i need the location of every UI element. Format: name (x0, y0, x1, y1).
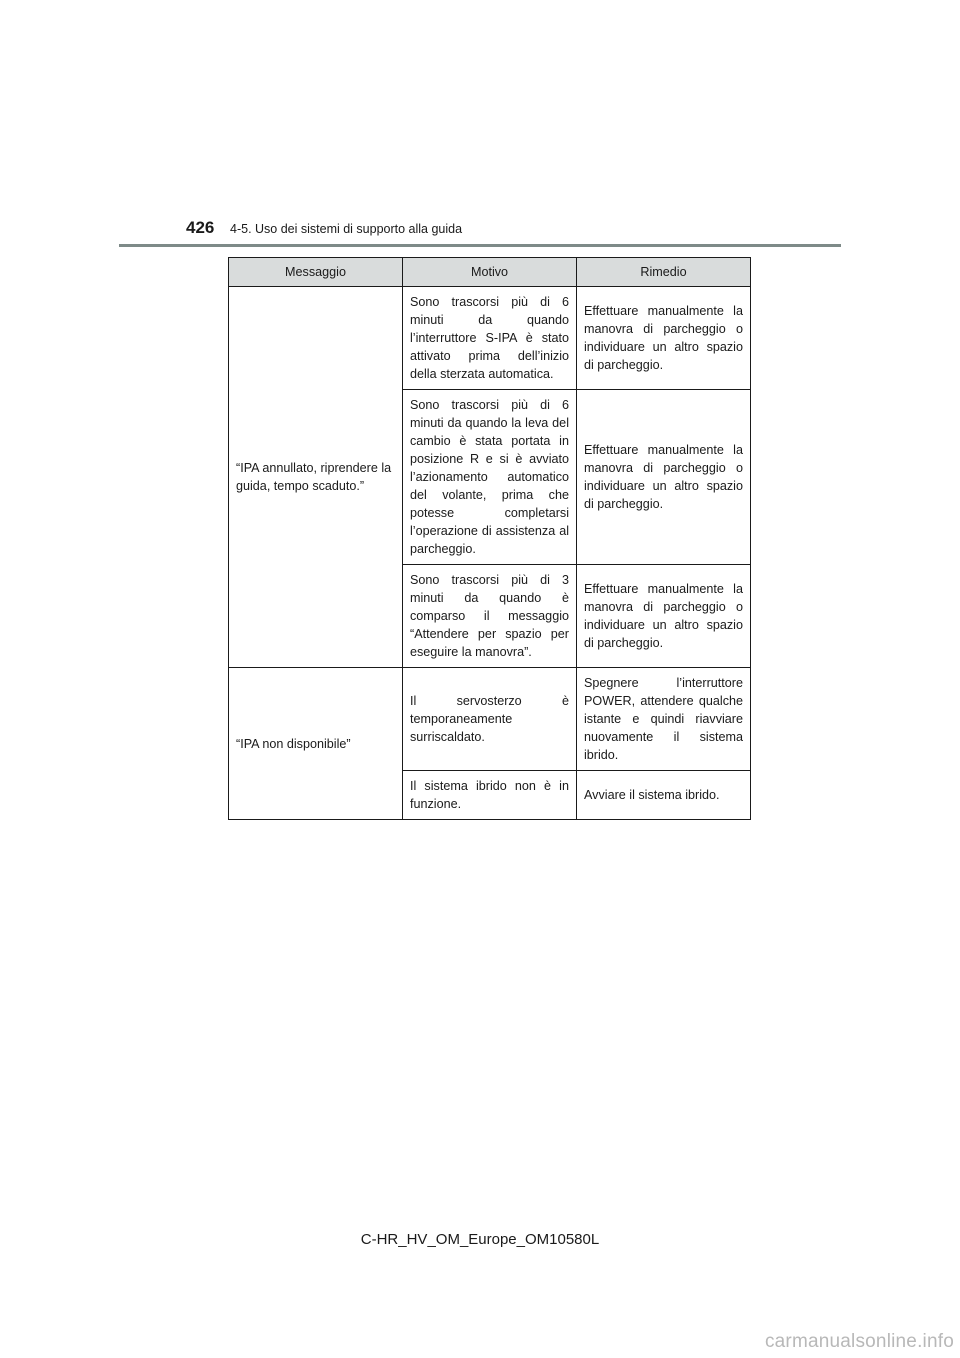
remedy-cell: Spegnere l’interruttore POWER, attendere qualche istante e quindi riavviare nuovamente il sistema ibrido. (577, 668, 751, 771)
page-number: 426 (186, 218, 215, 237)
section-title: 4-5. Uso dei sistemi di supporto alla guida (230, 222, 463, 236)
reason-cell: Il servosterzo è temporaneamente surriscaldato. (403, 668, 577, 771)
remedy-cell: Effettuare manualmente la manovra di parcheggio o individuare un altro spazio di parcheggio. (577, 287, 751, 390)
table-header-row (229, 258, 751, 287)
message-cell: “IPA non disponibile” (229, 668, 403, 820)
reason-cell: Sono trascorsi più di 6 minuti da quando la leva del cambio è stata portata in posizione R e si è avviato l’azionamento automatico del volante, prima che potesse completarsi l’operazione di assistenza al parcheggio. (403, 390, 577, 565)
header-divider (119, 244, 841, 247)
remedy-cell: Effettuare manualmente la manovra di parcheggio o individuare un altro spazio di parcheggio. (577, 390, 751, 565)
document-code: C-HR_HV_OM_Europe_OM10580L (360, 1231, 600, 1248)
reason-cell: Il sistema ibrido non è in funzione. (403, 771, 577, 820)
reason-cell: Sono trascorsi più di 3 minuti da quando è comparso il messaggio “Attendere per spazio per eseguire la manovra”. (403, 565, 577, 668)
column-header-messaggio: Messaggio (229, 258, 403, 287)
column-header-motivo: Motivo (403, 258, 577, 287)
reason-cell: Sono trascorsi più di 6 minuti da quando l’interruttore S-IPA è stato attivato prima dell’inizio della sterzata automatica. (403, 287, 577, 390)
table-row (229, 668, 751, 771)
message-cell: “IPA annullato, riprendere la guida, tempo scaduto.” (229, 287, 403, 668)
message-table (228, 257, 751, 820)
column-header-rimedio: Rimedio (577, 258, 751, 287)
watermark: carmanualsonline.info (764, 1331, 954, 1352)
remedy-cell: Avviare il sistema ibrido. (577, 771, 751, 820)
remedy-cell: Effettuare manualmente la manovra di parcheggio o individuare un altro spazio di parcheggio. (577, 565, 751, 668)
table-row (229, 287, 751, 390)
